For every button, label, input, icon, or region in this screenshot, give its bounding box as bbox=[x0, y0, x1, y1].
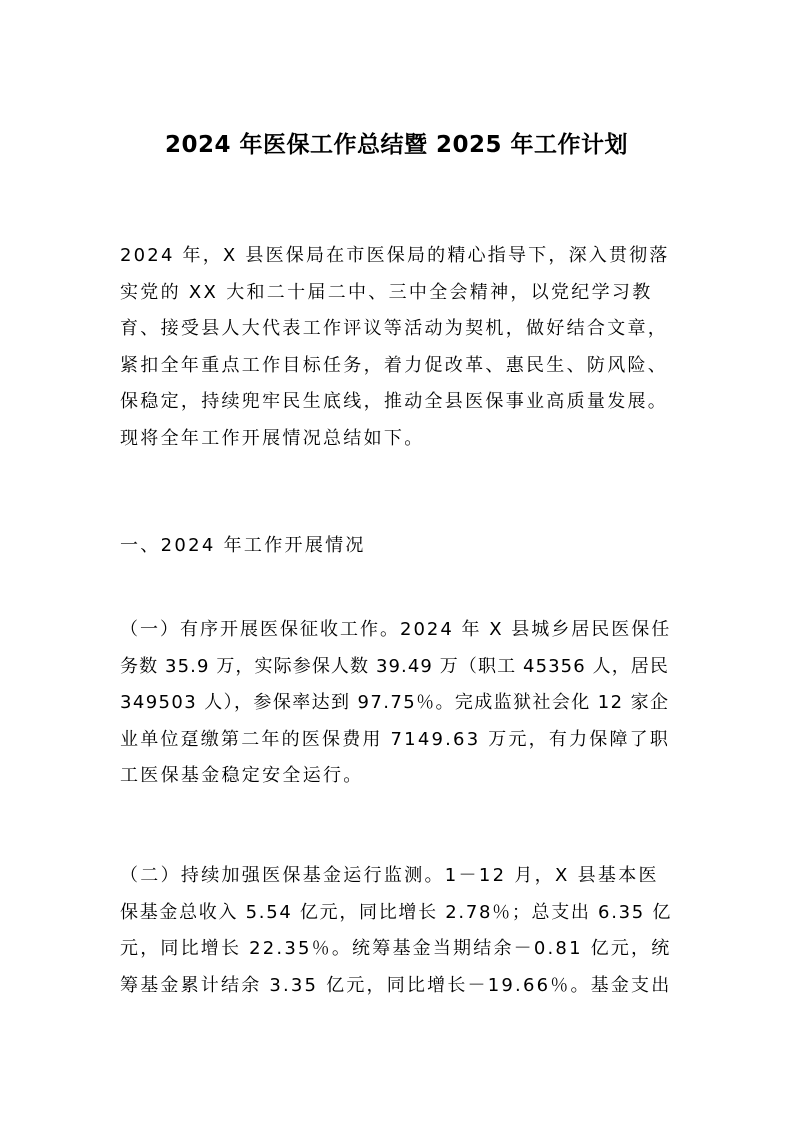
item1-line: 349503 人），参保率达到 97.75％。完成监狱社会化 12 家企 bbox=[120, 692, 670, 714]
intro-line: 育、接受县人大代表工作评议等活动为契机，做好结合文章， bbox=[120, 318, 669, 340]
item2-line: 元，同比增长 22.35％。统筹基金当期结余－0.81 亿元，统 bbox=[120, 938, 672, 960]
item2-line: （二）持续加强医保基金运行监测。1－12 月，X 县基本医 bbox=[120, 865, 659, 886]
item1-line: 业单位趸缴第二年的医保费用 7149.63 万元，有力保障了职 bbox=[120, 728, 671, 750]
section-heading: 一、2024 年工作开展情况 bbox=[120, 535, 366, 556]
section1-heading-block bbox=[120, 528, 672, 564]
intro-line: 保稳定，持续兜牢民生底线，推动全县医保事业高质量发展。 bbox=[120, 391, 669, 413]
item1-line: 工医保基金稳定安全运行。 bbox=[120, 765, 364, 787]
intro-paragraph bbox=[120, 238, 672, 458]
document-title: 2024 年医保工作总结暨 2025 年工作计划 bbox=[164, 132, 629, 158]
item2-line: 筹基金累计结余 3.35 亿元，同比增长－19.66％。基金支出 bbox=[120, 974, 672, 996]
item1-line: （一）有序开展医保征收工作。2024 年 X 县城乡居民医保任 bbox=[120, 619, 672, 640]
item1-line: 务数 35.9 万，实际参保人数 39.49 万（职工 45356 人，居民 bbox=[120, 655, 669, 677]
item1-paragraph bbox=[120, 612, 672, 795]
intro-line: 紧扣全年重点工作目标任务，着力促改革、惠民生、防风险、 bbox=[120, 354, 669, 376]
intro-line: 2024 年，X 县医保局在市医保局的精心指导下，深入贯彻落 bbox=[120, 245, 670, 266]
item2-line: 保基金总收入 5.54 亿元，同比增长 2.78％；总支出 6.35 亿 bbox=[120, 901, 673, 923]
item2-paragraph bbox=[120, 858, 672, 1004]
intro-line: 实党的 XX 大和二十届二中、三中全会精神，以党纪学习教 bbox=[120, 281, 653, 303]
intro-line: 现将全年工作开展情况总结如下。 bbox=[120, 427, 425, 449]
